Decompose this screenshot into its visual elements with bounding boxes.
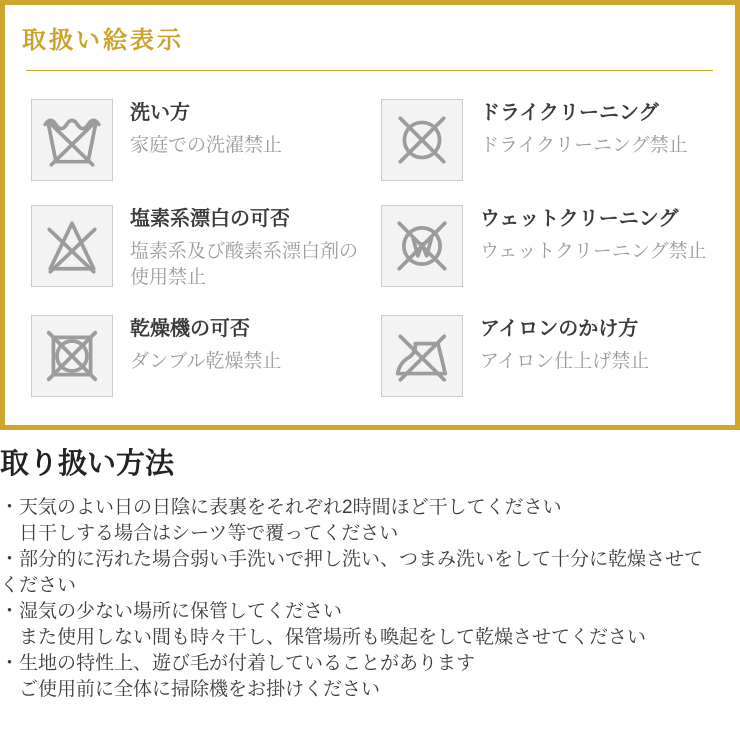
care-item-description: ドライクリーニング禁止 <box>480 134 688 156</box>
instruction-line: ・生地の特性上、遊び毛が付着していることがあります <box>0 652 476 674</box>
care-item-text <box>130 99 365 159</box>
instruction-line: ・天気のよい日の日陰に表裏をそれぞれ2時間ほど干してください <box>0 496 562 518</box>
care-item-label: 洗い方 <box>130 101 190 124</box>
bleach-prohibited-icon <box>31 205 113 287</box>
care-item-iron <box>381 315 731 397</box>
iron-prohibited-icon <box>381 315 463 397</box>
care-item-bleach <box>31 205 381 291</box>
care-item-label: ウェットクリーニング <box>480 207 679 230</box>
care-item-wet-cleaning <box>381 205 731 291</box>
care-item-description: アイロン仕上げ禁止 <box>480 351 650 373</box>
handling-section <box>0 447 740 703</box>
instruction-line: ・部分的に汚れた場合弱い手洗いで押し洗い、つまみ洗いをして十分に乾燥させて <box>0 548 704 570</box>
care-item-label: 乾燥機の可否 <box>130 318 250 341</box>
title-underline <box>26 70 713 71</box>
instruction-line: 日干しする場合はシーツ等で覆ってください <box>19 522 399 544</box>
dry-cleaning-prohibited-icon <box>381 99 463 181</box>
instruction-line: ご使用前に全体に掃除機をお掛けください <box>19 678 381 700</box>
wash-prohibited-icon <box>31 99 113 181</box>
care-item-label: ドライクリーニング <box>480 101 659 124</box>
care-item-wash <box>31 99 381 181</box>
care-symbols-grid <box>31 99 715 397</box>
care-item-text <box>480 315 715 375</box>
care-symbols-title: 取扱い絵表示 <box>22 27 184 54</box>
care-item-description: 家庭での洗濯禁止 <box>130 134 283 156</box>
instruction-line: ・湿気の少ない場所に保管してください <box>0 600 343 622</box>
care-item-label: 塩素系漂白の可否 <box>130 207 290 230</box>
care-item-text <box>480 99 715 159</box>
care-item-text <box>130 315 365 375</box>
care-item-text <box>130 205 365 291</box>
instruction-line: ください <box>0 574 77 596</box>
care-item-dry-cleaning <box>381 99 731 181</box>
wet-cleaning-prohibited-icon <box>381 205 463 287</box>
handling-title: 取り扱い方法 <box>0 448 175 480</box>
care-item-text <box>480 205 715 265</box>
care-item-description: ダンブル乾燥禁止 <box>130 351 282 373</box>
care-item-label: アイロンのかけ方 <box>480 318 639 341</box>
instruction-line: また使用しない間も時々干し、保管場所も喚起をして乾燥させてください <box>19 626 647 648</box>
handling-instructions <box>0 495 740 703</box>
care-item-description: 塩素系及び酸素系漂白剤の使用禁止 <box>130 240 359 289</box>
care-item-tumble-dry <box>31 315 381 397</box>
tumble-dry-prohibited-icon <box>31 315 113 397</box>
care-item-description: ウェットクリーニング禁止 <box>480 240 707 262</box>
